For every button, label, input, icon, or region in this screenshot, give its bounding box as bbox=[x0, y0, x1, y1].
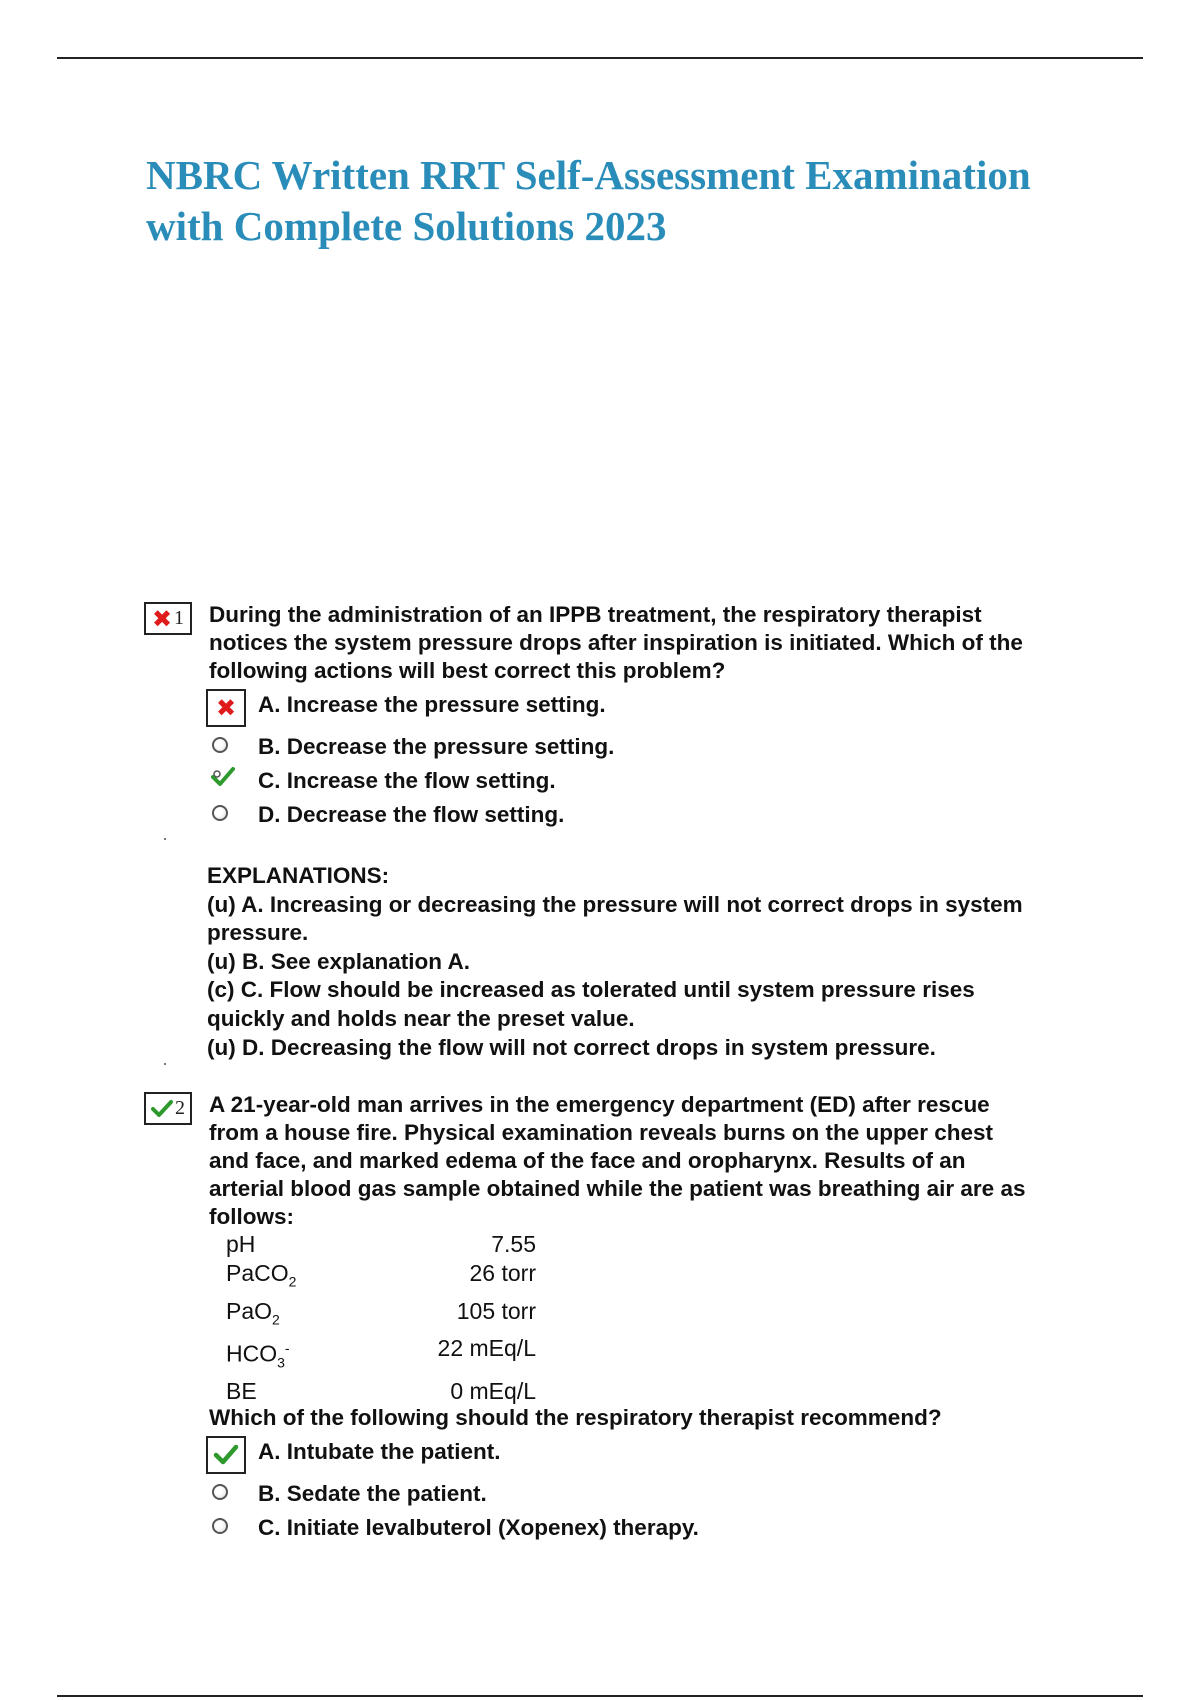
explanation-line: (u) D. Decreasing the flow will not correct drops in system pressure. bbox=[207, 1034, 936, 1060]
question-1-number: 1 bbox=[174, 607, 185, 629]
abg-label: $HCO_3^-$ bbox=[226, 1340, 290, 1371]
correct-answer-check-icon bbox=[211, 767, 235, 787]
question-2-badge bbox=[144, 1092, 192, 1125]
correct-answer-check-icon bbox=[213, 1444, 239, 1466]
question-1-line: following actions will best correct this problem? bbox=[209, 658, 726, 683]
question-1-line: notices the system pressure drops after inspiration is initiated. Which of the bbox=[209, 630, 1023, 655]
q1-option-d-radio[interactable] bbox=[212, 805, 228, 821]
abg-row-paco2 bbox=[226, 1259, 536, 1297]
q2-option-a[interactable]: A. Intubate the patient. bbox=[258, 1439, 501, 1464]
explanations-heading: EXPLANATIONS: bbox=[207, 863, 390, 888]
q1-option-a[interactable]: A. Increase the pressure setting. bbox=[258, 692, 606, 717]
document-title bbox=[146, 150, 1126, 252]
question-2-text bbox=[209, 1091, 1089, 1231]
abg-row-ph bbox=[226, 1230, 536, 1259]
question-2-line: and face, and marked edema of the face and oropharynx. Results of an bbox=[209, 1148, 966, 1173]
stray-dot bbox=[164, 838, 166, 840]
question-2-line: from a house fire. Physical examination reveals burns on the upper chest bbox=[209, 1120, 993, 1145]
question-1-badge bbox=[144, 602, 192, 635]
question-2-prompt: Which of the following should the respiratory therapist recommend? bbox=[209, 1405, 942, 1430]
q1-option-a-marker[interactable] bbox=[206, 689, 246, 727]
q2-option-c[interactable]: C. Initiate levalbuterol (Xopenex) therapy. bbox=[258, 1515, 699, 1540]
incorrect-x-icon: ✖ bbox=[151, 604, 173, 633]
explanation-line: (u) B. See explanation A. bbox=[207, 948, 470, 974]
abg-value: 105 torr bbox=[456, 1297, 536, 1324]
q1-option-d[interactable]: D. Decrease the flow setting. bbox=[258, 802, 565, 827]
question-1-line: During the administration of an IPPB treatment, the respiratory therapist bbox=[209, 602, 982, 627]
top-rule bbox=[57, 57, 1143, 59]
bottom-rule bbox=[57, 1695, 1143, 1697]
q2-option-a-marker[interactable] bbox=[206, 1436, 246, 1474]
explanation-line: (c) C. Flow should be increased as tolerated until system pressure rises bbox=[207, 977, 975, 1003]
abg-value: 22 mEq/L bbox=[437, 1335, 536, 1362]
q2-option-b-radio[interactable] bbox=[212, 1484, 228, 1500]
q2-option-b[interactable]: B. Sedate the patient. bbox=[258, 1481, 487, 1506]
stray-dot bbox=[164, 1063, 166, 1065]
question-2-line: A 21-year-old man arrives in the emergency department (ED) after rescue bbox=[209, 1092, 990, 1117]
abg-results-table bbox=[226, 1230, 536, 1406]
abg-row-pao2 bbox=[226, 1297, 536, 1335]
explanation-line: quickly and holds near the preset value. bbox=[207, 1005, 635, 1031]
abg-row-hco3 bbox=[226, 1334, 536, 1377]
explanation-line: pressure. bbox=[207, 920, 309, 946]
q1-option-b[interactable]: B. Decrease the pressure setting. bbox=[258, 734, 615, 759]
q1-option-c[interactable]: C. Increase the flow setting. bbox=[258, 768, 556, 793]
abg-row-be bbox=[226, 1377, 536, 1406]
correct-check-icon bbox=[151, 1100, 173, 1118]
abg-value: 26 torr bbox=[469, 1260, 536, 1286]
title-line-2: with Complete Solutions 2023 bbox=[146, 203, 667, 249]
question-2-line: arterial blood gas sample obtained while the patient was breathing air are as bbox=[209, 1176, 1026, 1201]
explanation-line: (u) A. Increasing or decreasing the pressure will not correct drops in system bbox=[207, 891, 1023, 917]
abg-label: BE bbox=[226, 1378, 257, 1405]
abg-label: PaCO$_2$ bbox=[226, 1260, 297, 1290]
abg-value: 0 mEq/L bbox=[450, 1378, 536, 1405]
q2-option-c-radio[interactable] bbox=[212, 1518, 228, 1534]
question-2-line: follows: bbox=[209, 1204, 294, 1229]
q1-option-b-radio[interactable] bbox=[212, 737, 228, 753]
question-1-text bbox=[209, 601, 1089, 685]
wrong-answer-x-icon: ✖ bbox=[215, 694, 237, 722]
abg-value: 7.55 bbox=[491, 1231, 536, 1257]
q1-explanations bbox=[207, 862, 1107, 1062]
abg-label: pH bbox=[226, 1231, 256, 1257]
title-line-1: NBRC Written RRT Self-Assessment Examination bbox=[146, 152, 1031, 198]
abg-label: PaO$_2$ bbox=[226, 1297, 280, 1328]
question-2-number: 2 bbox=[175, 1097, 185, 1119]
